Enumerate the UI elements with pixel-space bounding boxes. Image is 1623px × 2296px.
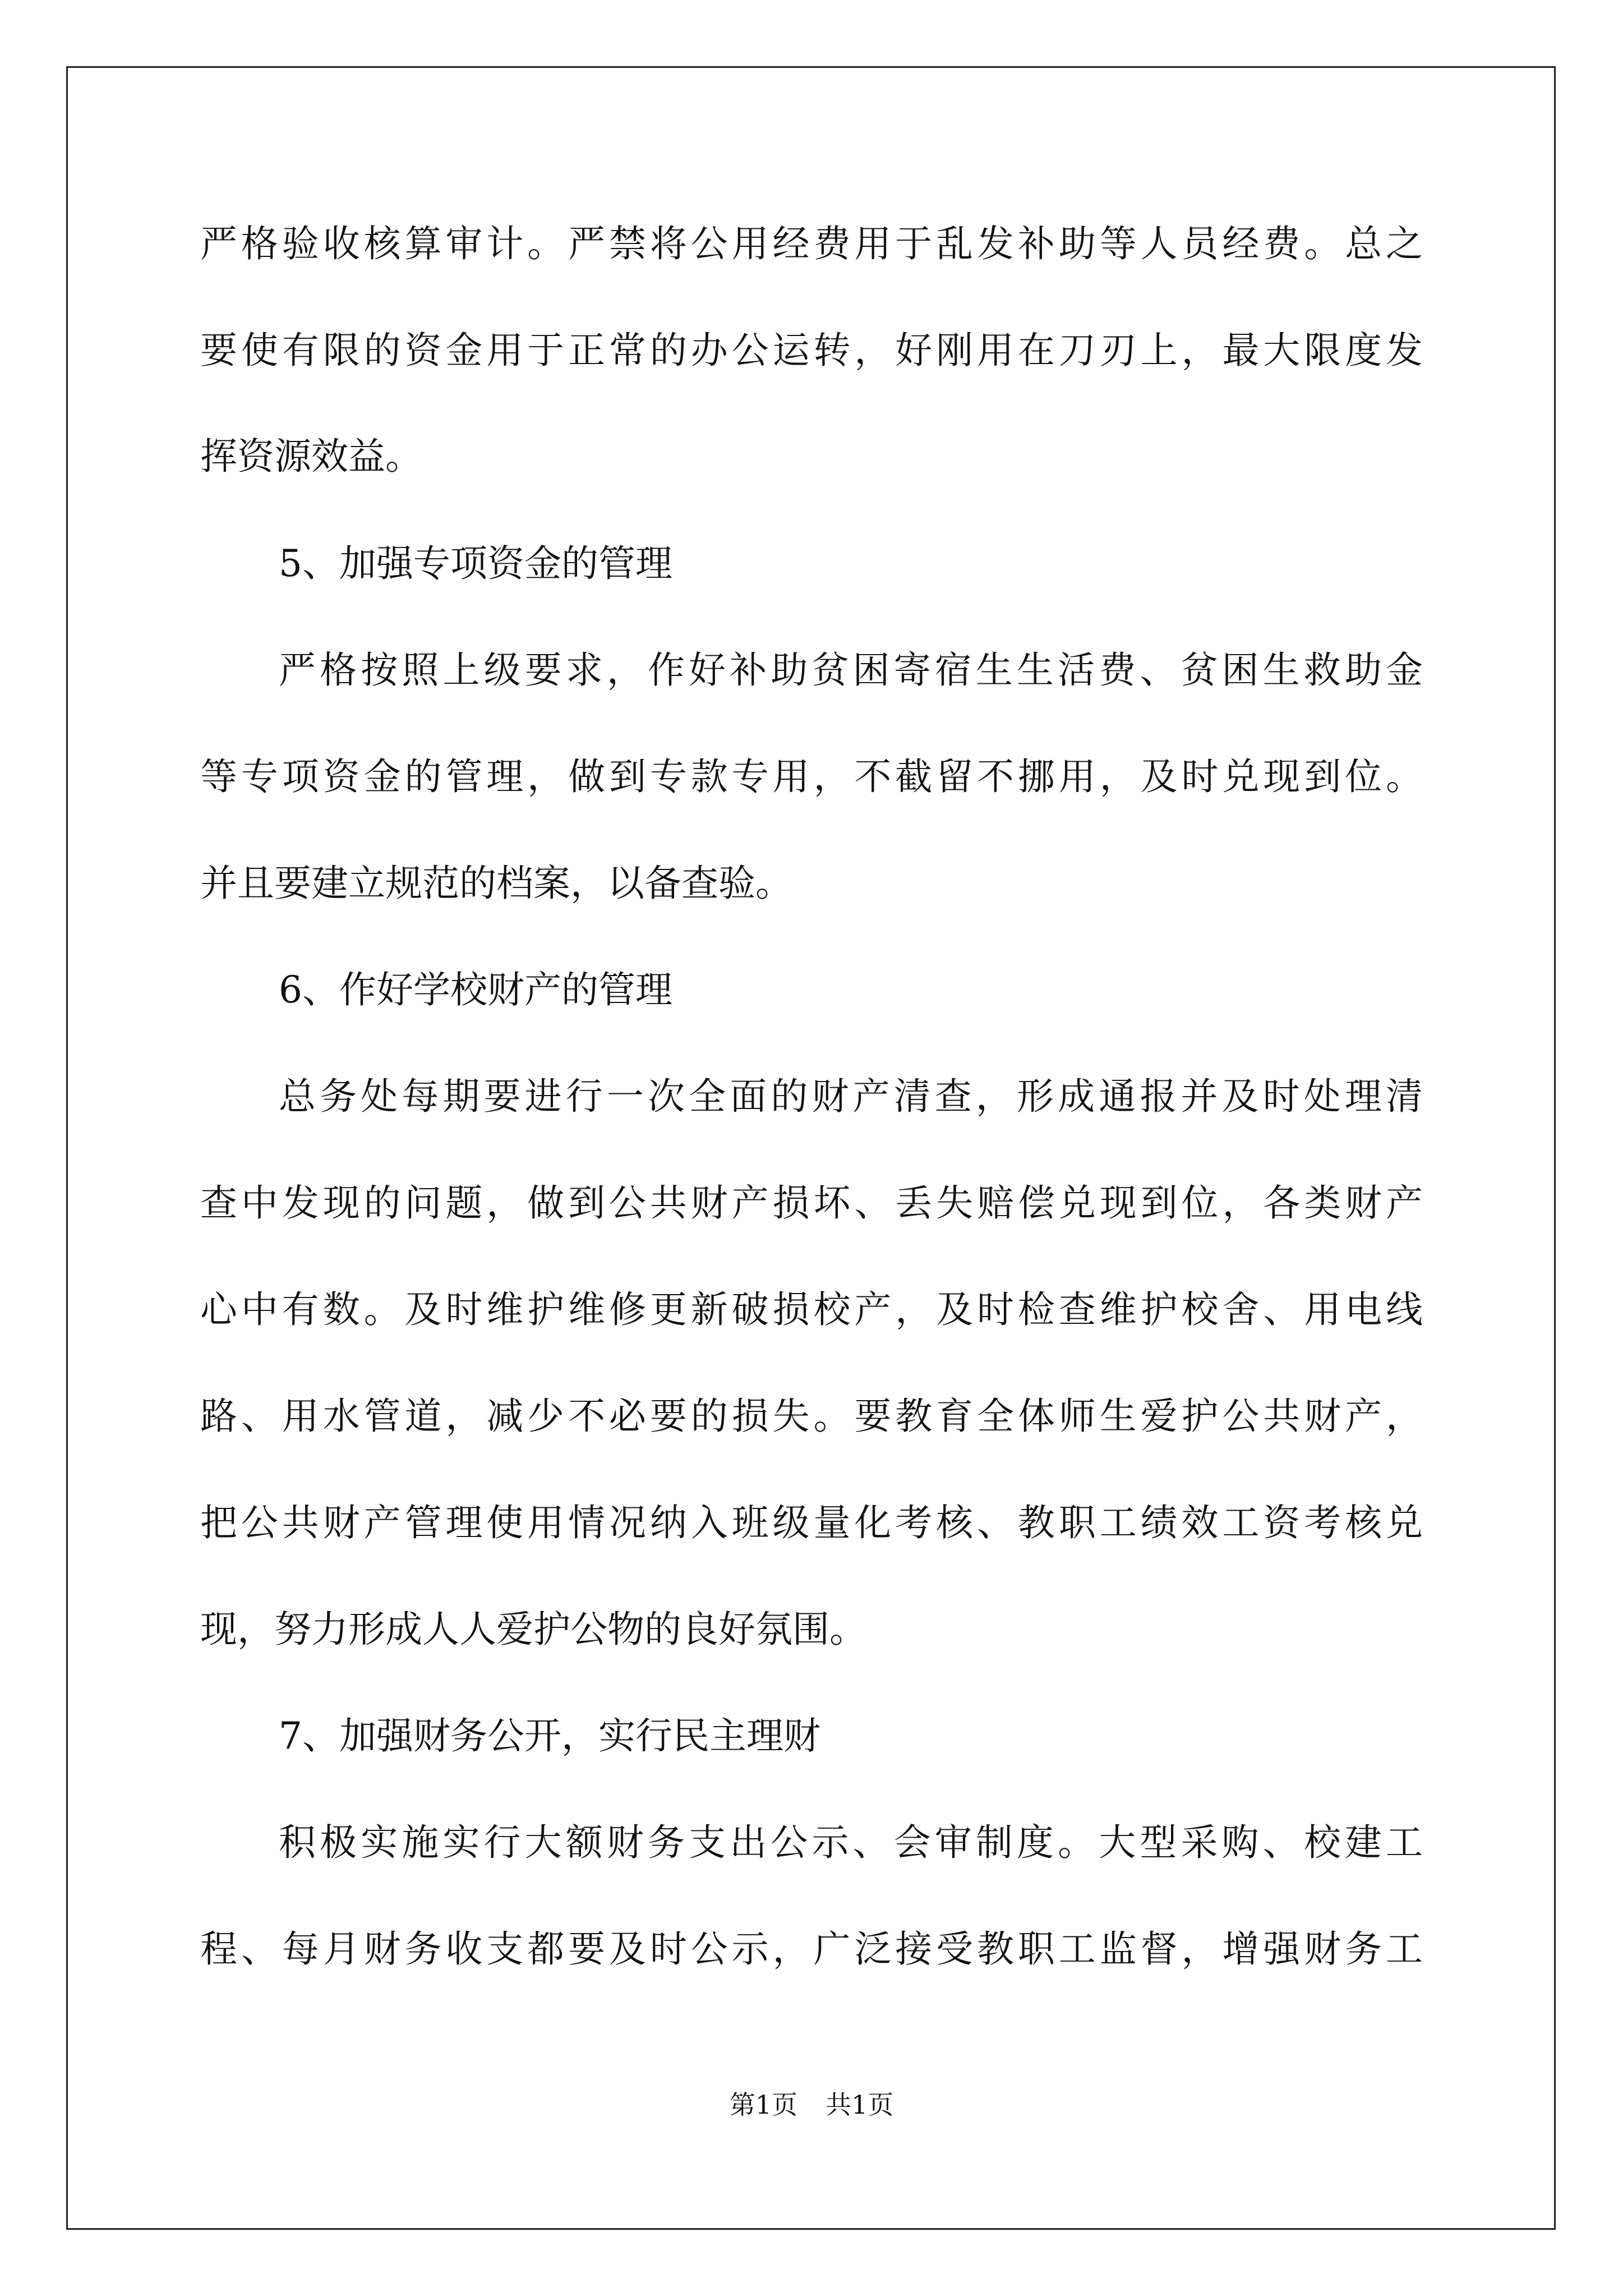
text-line: 查中发现的问题，做到公共财产损坏、丢失赔偿兑现到位，各类财产 [200, 1181, 1423, 1225]
text-line: 挥资源效益。 [200, 435, 422, 478]
page-number: 第1页 [729, 2090, 797, 2120]
section-heading: 5、加强专项资金的管理 [279, 542, 672, 585]
text-line: 程、每月财务收支都要及时公示，广泛接受教职工监督，增强财务工 [200, 1927, 1423, 1971]
text-line: 要使有限的资金用于正常的办公运转，好刚用在刀刃上，最大限度发 [200, 329, 1423, 372]
text-line: 总务处每期要进行一次全面的财产清查，形成通报并及时处理清 [279, 1075, 1423, 1118]
page-border [66, 66, 1556, 2230]
text-line: 心中有数。及时维护维修更新破损校产，及时检查维护校舍、用电线 [200, 1288, 1423, 1331]
text-line: 现，努力形成人人爱护公物的良好氛围。 [200, 1608, 866, 1651]
text-line: 把公共财产管理使用情况纳入班级量化考核、教职工绩效工资考核兑 [200, 1501, 1423, 1544]
text-line: 积极实施实行大额财务支出公示、会审制度。大型采购、校建工 [279, 1821, 1423, 1864]
text-line: 路、用水管道，减少不必要的损失。要教育全体师生爱护公共财产， [200, 1395, 1423, 1438]
text-line: 严格验收核算审计。严禁将公用经费用于乱发补助等人员经费。总之 [200, 222, 1423, 265]
text-line: 并且要建立规范的档案，以备查验。 [200, 862, 792, 905]
section-heading: 7、加强财务公开，实行民主理财 [279, 1714, 820, 1757]
text-line: 等专项资金的管理，做到专款专用，不截留不挪用，及时兑现到位。 [200, 755, 1423, 798]
page-footer [0, 2088, 1623, 2122]
text-line: 严格按照上级要求，作好补助贫困寄宿生生活费、贫困生救助金 [279, 648, 1423, 692]
page-total: 共1页 [826, 2090, 894, 2120]
section-heading: 6、作好学校财产的管理 [279, 968, 672, 1011]
